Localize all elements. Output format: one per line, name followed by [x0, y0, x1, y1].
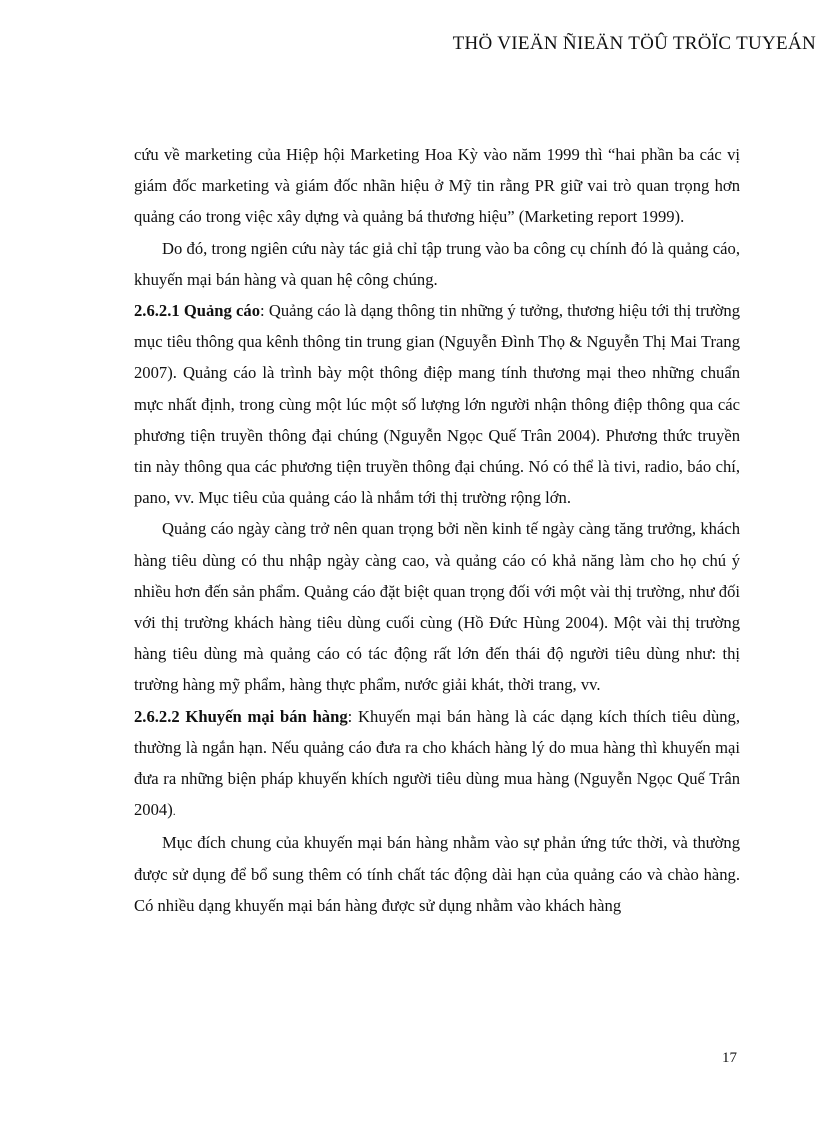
section-advertising — [134, 295, 740, 513]
page-number: 17 — [722, 1050, 737, 1066]
body-text — [134, 139, 740, 921]
paragraph-advertising-importance: Quảng cáo ngày càng trở nên quan trọng bởi nền kinh tế ngày càng tăng trưởng, khách hàng tiêu dùng có thu nhập ngày càng cao, và quảng cáo có khả năng làm cho họ chú ý nhiều hơn đến sản phẩm. Quảng cáo đặt biệt quan trọng đối với một vài thị trường, như đối với thị trường khách hàng tiêu dùng cuối cùng (Hồ Đức Hùng 2004). Một vài thị trường hàng tiêu dùng mà quảng cáo có tác động rất lớn đến thái độ người tiêu dùng như: thị trường hàng mỹ phẩm, hàng thực phẩm, nước giải khát, thời trang, vv. — [134, 519, 740, 695]
section-heading-advertising: 2.6.2.1 Quảng cáo — [134, 301, 260, 321]
paragraph-promotion-purpose: Mục đích chung của khuyến mại bán hàng nhằm vào sự phản ứng tức thời, và thường được sử dụng để bổ sung thêm có tính chất tác động dài hạn của quảng cáo và chào hàng. Có nhiều dạng khuyến mại bán hàng được sử dụng nhằm vào khách hàng — [134, 833, 740, 915]
page-header: THÖ VIEÄN ÑIEÄN TÖÛ TRÖÏC TUYEÁN — [452, 33, 816, 54]
section-heading-sales-promotion: 2.6.2.2 Khuyến mại bán hàng — [134, 706, 348, 726]
paragraph-pr-survey: cứu về marketing của Hiệp hội Marketing Hoa Kỳ vào năm 1999 thì “hai phần ba các vị giám đốc marketing và giám đốc nhãn hiệu ở Mỹ tin rằng PR giữ vai trò quan trọng hơn quảng cáo trong việc xây dựng và quảng bá thương hiệu” (Marketing report 1999). — [134, 145, 740, 227]
section-text-advertising: : Quảng cáo là dạng thông tin những ý tưởng, thương hiệu tới thị trường mục tiêu thông qua kênh thông tin trung gian (Nguyễn Đình Thọ & Nguyễn Thị Mai Trang 2007). Quảng cáo là trình bày một thông điệp mang tính thương mại theo những chuẩn mực nhất định, trong cùng một lúc một số lượng lớn người nhận thông điệp thông qua các phương tiện truyền thông đại chúng (Nguyễn Ngọc Quế Trân 2004). Phương thức truyền tin này thông qua các phương tiện truyền thông đại chúng. Nó có thể là tivi, radio, báo chí, pano, vv. Mục tiêu của quảng cáo là nhắm tới thị trường rộng lớn. — [134, 301, 740, 508]
paragraph-scope: Do đó, trong ngiên cứu này tác giả chỉ tập trung vào ba công cụ chính đó là quảng cáo, khuyến mại bán hàng và quan hệ công chúng. — [134, 238, 740, 289]
section-text-sales-promotion: : Khuyến mại bán hàng là các dạng kích thích tiêu dùng, thường là ngắn hạn. Nếu quảng cáo đưa ra cho khách hàng lý do mua hàng thì khuyến mại đưa ra những biện pháp khuyến khích người tiêu dùng mua hàng (Nguyễn Ngọc Quế Trân 2004) — [134, 706, 740, 820]
section-text-end: . — [172, 804, 176, 819]
section-sales-promotion — [134, 701, 740, 828]
